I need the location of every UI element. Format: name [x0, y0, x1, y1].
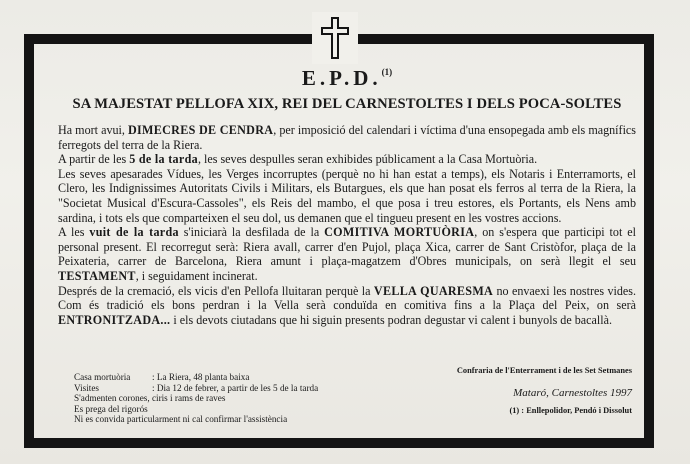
- casa-mortuoria-row: Casa mortuòria : La Riera, 48 planta baixa: [74, 372, 250, 382]
- paragraph-death: Ha mort avui, DIMECRES DE CENDRA, per imposició del calendari i víctima d'una ensopegada amb els magnífics ferregots del terra de la Riera.: [58, 123, 637, 152]
- paragraph-mourners: Les seves apesarades Vídues, les Verges incorruptes (perquè no hi han estat a temps), els Notaris i Enterramorts, el Clero, les Indignissimes Autoritats Civils i Militars, els Butargues, els que han posat els ferros al terra de la Riera, la "Societat Musical d'Escura-Cassoles", els Reis del mambo, el que posa i treu estores, els Portants, els Nens amb sardina, i tots els que comparteixen el seu dol, us demanen que el tingueu present en les vostres accions.: [58, 166, 636, 225]
- confraria-name: Confraria de l'Enterrament i de les Set Setmanes: [456, 366, 632, 375]
- place-date: Mataró, Carnestoltes 1997: [513, 386, 632, 399]
- paragraph-cremation: Després de la cremació, els vicis d'en Pellofa lluitaran perquè la VELLA QUARESMA no envaexi les nostres vides. Com és tradició els bons perdran i la Vella serà conduïda en comitiva fins a la Plaça del Peix, on serà ENTRONITZADA... i els devots ciutadans que hi siguin presents podran degustar vi calent i bunyols de bacallà.: [58, 283, 637, 327]
- notice-body: [58, 123, 636, 327]
- notice-headline: SA MAJESTAT PELLOFA XIX, REI DEL CARNESTOLTES I DELS POCA-SOLTES: [72, 96, 622, 112]
- paragraph-procession: A les vuit de la tarda s'iniciarà la desfilada de la COMITIVA MORTUÒRIA, on s'espera que participi tot el personal present. El recorregut serà: Riera avall, carrer d'en Pujol, plaça Xica, carrer de Sant Cristòfor, plaça de la Peixateria, carrer de Barcelona, Riera amunt i plaça-magatzem d'Obres municipals, on serà llegit el seu TESTAMENT, i seguidament incinerat.: [58, 225, 636, 283]
- title-footnote-mark: (1): [381, 67, 393, 77]
- footer-signature: [412, 366, 632, 417]
- notice-title: [58, 66, 636, 90]
- footnote: (1) : Enllepolidor, Pendó i Dissolut: [509, 406, 632, 416]
- notice-content: [58, 62, 636, 327]
- title-text: E.P.D.: [301, 66, 382, 90]
- footer-line-rigoros: Es prega del rigorós: [74, 403, 148, 414]
- paragraph-exhibition: A partir de les 5 de la tarda, les seves despulles seran exhibides públicament a la Casa Mortuòria.: [58, 152, 538, 167]
- visites-row: Visites : Dia 12 de febrer, a partir de les 5 de la tarda: [74, 382, 319, 393]
- footer-line-assistencia: Ni es convida particularment ni cal confirmar l'assistència: [74, 414, 288, 425]
- cross-icon: [312, 12, 358, 64]
- footer-line-corones: S'admenten corones, ciris i rams de raves: [74, 393, 226, 404]
- footer-details: [74, 372, 374, 425]
